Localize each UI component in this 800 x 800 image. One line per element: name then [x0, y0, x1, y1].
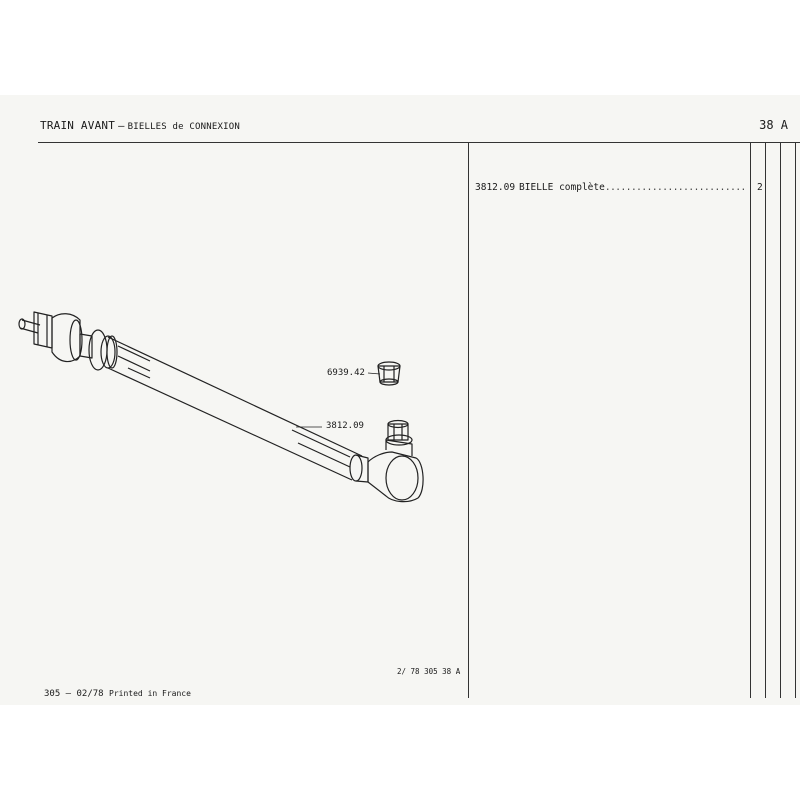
header-rule [38, 142, 800, 143]
qty-column-line-3 [780, 142, 781, 698]
qty-column-line-1 [750, 142, 751, 698]
drawing-reference: 2/ 78 305 38 A [397, 667, 461, 676]
print-code: 305 – 02/78 [44, 689, 104, 699]
left-nut [34, 312, 52, 348]
rod-tube [107, 336, 362, 480]
right-collar [350, 455, 368, 482]
section-title [40, 119, 240, 132]
part-ref: 3812.09 [475, 182, 516, 193]
section-title-main: TRAIN AVANT [40, 119, 116, 132]
section-subtitle: BIELLES de CONNEXION [127, 122, 240, 132]
print-text: Printed in France [109, 689, 191, 698]
part-name: BIELLE complète [519, 182, 605, 193]
part-quantity: 2 [757, 182, 763, 193]
left-housing [52, 314, 82, 362]
callout-nut-ref: 6939.42 [327, 368, 365, 378]
castle-nut [378, 362, 400, 385]
left-thread [19, 319, 40, 333]
left-boot [80, 330, 115, 370]
tie-rod-drawing [0, 290, 470, 520]
qty-column-line-4 [795, 142, 796, 698]
page-code: 38 A [759, 118, 788, 132]
right-ball-joint [368, 435, 423, 502]
leader-dots: ........................... [604, 182, 746, 193]
title-separator: – [118, 120, 125, 132]
part-row [475, 182, 746, 193]
right-stud-nut [388, 421, 408, 441]
callout-rod-ref: 3812.09 [326, 421, 364, 431]
print-info [44, 689, 191, 699]
qty-column-line-2 [765, 142, 766, 698]
nut-leader [368, 373, 380, 374]
